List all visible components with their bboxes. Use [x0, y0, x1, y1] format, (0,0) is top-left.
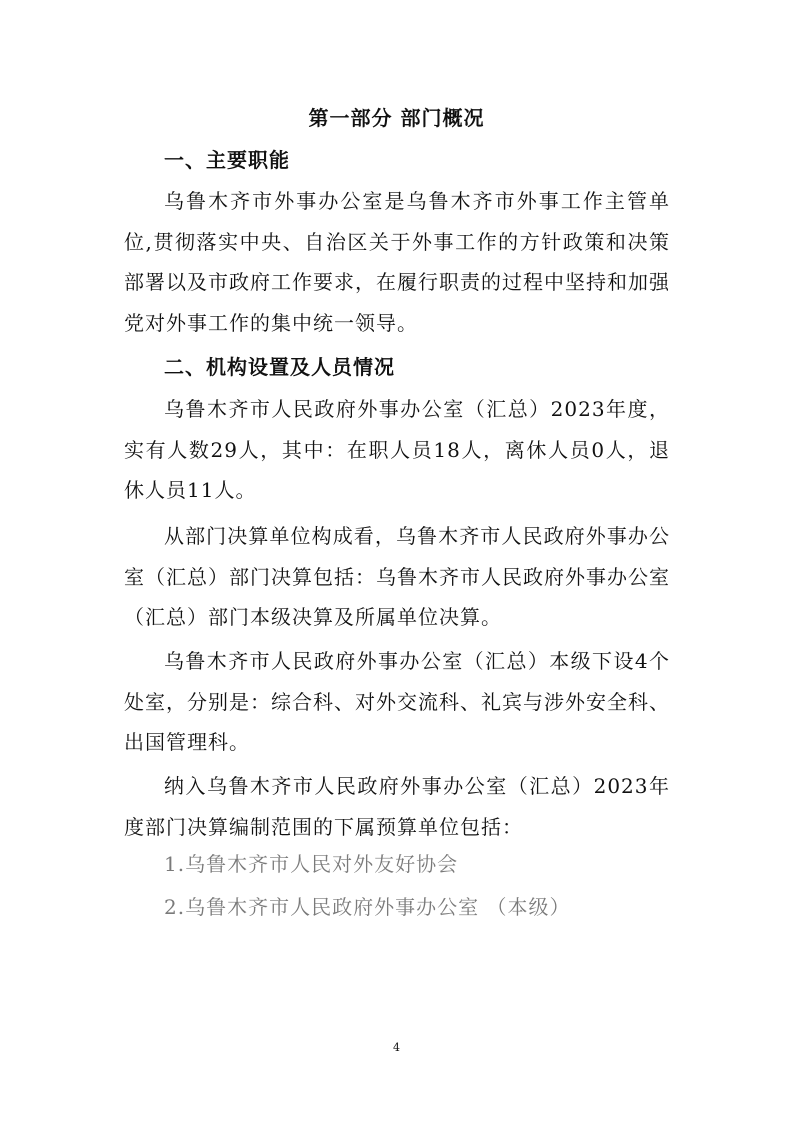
paragraph-subordinate-units: 纳入乌鲁木齐市人民政府外事办公室（汇总）2023年度部门决算编制范围的下属预算单位包括： — [124, 774, 670, 839]
paragraph-staffing: 乌鲁木齐市人民政府外事办公室（汇总）2023年度，实有人数29人，其中：在职人员18人，离休人员0人，退休人员11人。 — [124, 397, 670, 502]
list-item: 2.乌鲁木齐市人民政府外事办公室 （本级） — [164, 895, 571, 919]
paragraph-internal-divisions: 乌鲁木齐市人民政府外事办公室（汇总）本级下设4个处室，分别是：综合科、对外交流科、礼宾与涉外安全科、出国管理科。 — [124, 649, 670, 754]
section-heading-main-functions: 一、主要职能 — [164, 148, 290, 172]
page-title: 第一部分 部门概况 — [308, 106, 485, 130]
section-heading-organization: 二、机构设置及人员情况 — [164, 355, 395, 379]
paragraph-unit-composition: 从部门决算单位构成看，乌鲁木齐市人民政府外事办公室（汇总）部门决算包括：乌鲁木齐市人民政府外事办公室（汇总）部门本级决算及所属单位决算。 — [124, 524, 670, 629]
paragraph-main-functions: 乌鲁木齐市外事办公室是乌鲁木齐市外事工作主管单位,贯彻落实中央、自治区关于外事工作的方针政策和决策部署以及市政府工作要求，在履行职责的过程中坚持和加强党对外事工作的集中统一领导。 — [124, 189, 670, 335]
list-item: 1.乌鲁木齐市人民对外友好协会 — [164, 852, 459, 876]
page-number: 4 — [393, 1041, 400, 1054]
